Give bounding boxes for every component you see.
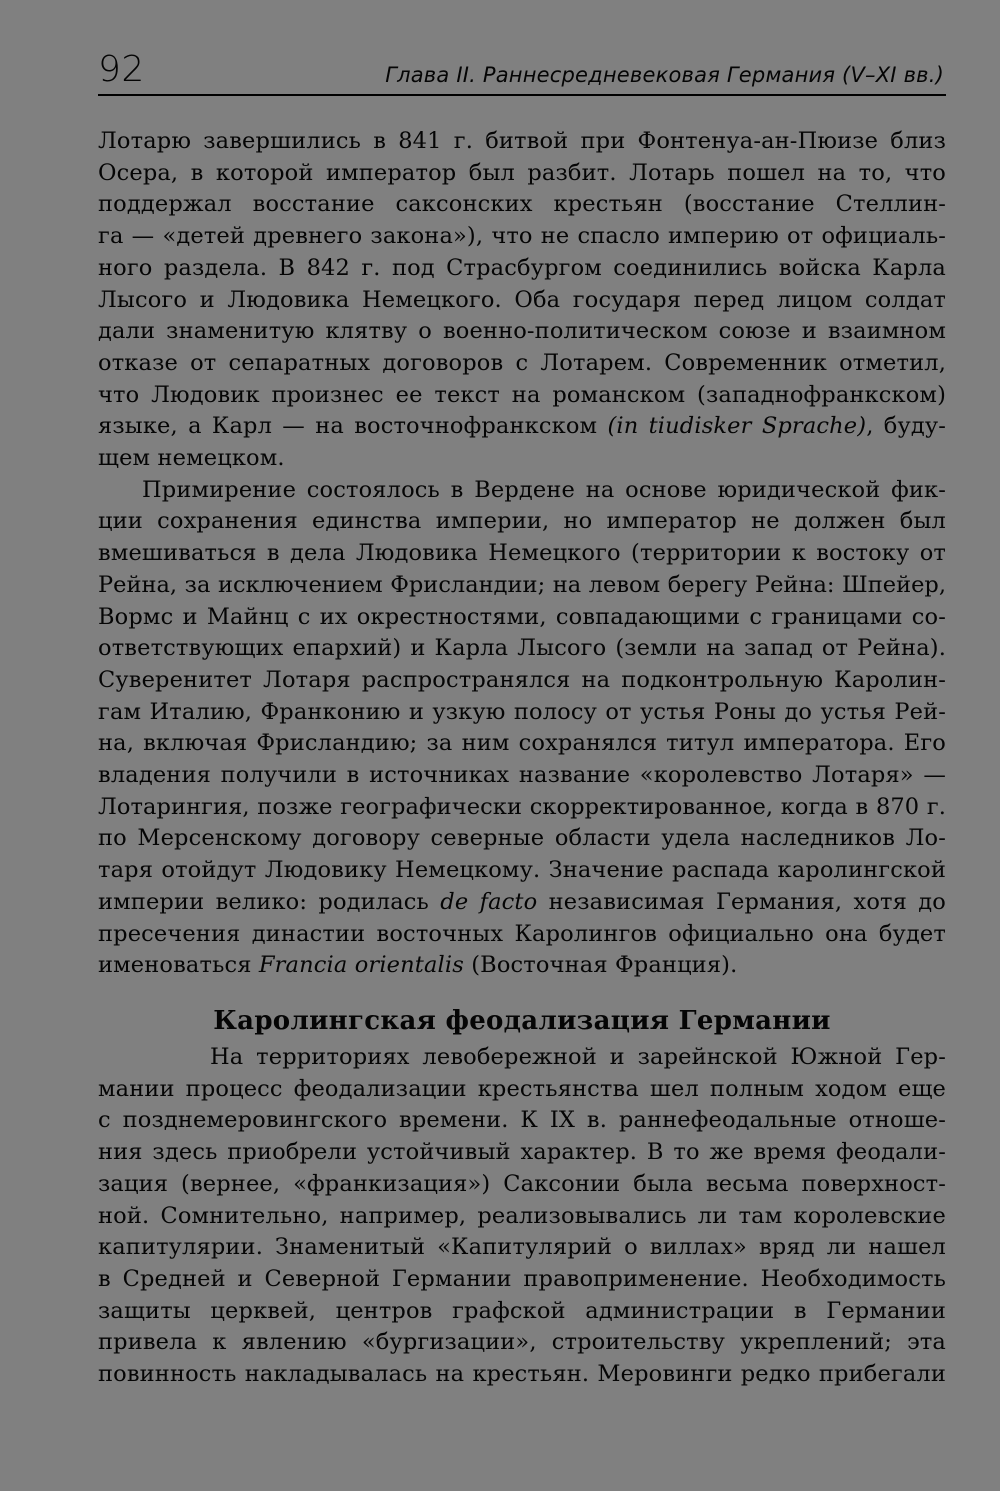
running-header <box>98 48 946 96</box>
text-line: привела к явлению «бургизации», строительству укреплений; эта <box>98 1329 946 1356</box>
text-line: отказе от сепаратных договоров с Лотарем. Современник отметил, <box>98 349 946 376</box>
text-line: капитулярии. Знаменитый «Капитулярий о виллах» вряд ли нашел <box>98 1234 946 1261</box>
text-line: в Средней и Северной Германии правоприменение. Необходимость <box>98 1265 946 1292</box>
text-fragment: независимая Германия, хотя до <box>537 888 946 915</box>
text-line: Лысого и Людовика Немецкого. Оба государя перед лицом солдат <box>98 286 946 313</box>
section-heading: Каролингская феодализация Германии <box>213 1006 831 1036</box>
text-line: владения получили в источниках название «королевство Лотаря» — <box>98 762 946 789</box>
text-line: гам Италию, Франконию и узкую полосу от устья Роны до устья Рей- <box>98 698 946 725</box>
text-line: ной. Сомнительно, например, реализовывались ли там королевские <box>98 1202 946 1229</box>
text-fragment: языке, а Карл — на восточнофранкском <box>98 413 608 440</box>
text-fragment: империи велико: родилась <box>98 888 441 915</box>
text-line: Вормс и Майнц с их окрестностями, совпадающими с границами со- <box>98 603 946 630</box>
text-fragment: (Восточная Франция). <box>463 952 738 979</box>
text-line: Суверенитет Лотаря распространялся на подконтрольную Каролин- <box>98 666 946 693</box>
text-line: пресечения династии восточных Каролингов официально она будет <box>98 920 946 947</box>
text-line: зация (вернее, «франкизация») Саксонии была весьма поверхност- <box>98 1170 946 1197</box>
main-text-block <box>98 126 946 982</box>
text-fragment: именоваться <box>98 952 259 979</box>
text-line: ного раздела. В 842 г. под Страсбургом соединились войска Карла <box>98 254 946 281</box>
text-line: вмешиваться в дела Людовика Немецкого (территории к востоку от <box>98 540 946 567</box>
text-line: что Людовик произнес ее текст на романском (западнофранкском) <box>98 381 946 408</box>
text-fragment: , буду- <box>866 413 947 440</box>
text-line: дали знаменитую клятву о военно-политическом союзе и взаимном <box>98 318 946 345</box>
paragraph-3 <box>98 1042 946 1391</box>
text-line: Лотарю завершились в 841 г. битвой при Фонтенуа-ан-Пюизе близ <box>98 128 946 154</box>
text-line <box>98 950 946 982</box>
text-line: с позднемеровингского времени. К IX в. раннефеодальные отноше- <box>98 1107 946 1134</box>
text-line: мании процесс феодализации крестьянства шел полным ходом еще <box>98 1075 946 1102</box>
text-line: га — «детей древнего закона»), что не спасло империю от официаль- <box>98 223 946 250</box>
paragraph-1 <box>98 126 946 475</box>
italic-phrase: de facto <box>440 888 538 915</box>
italic-phrase: (in tiudisker Sprache) <box>607 413 867 440</box>
italic-phrase: Francia orientalis <box>258 952 464 979</box>
chapter-title: Глава II. Раннесредневековая Германия (V–XI вв.) <box>385 63 944 87</box>
text-line: защиты церквей, центров графской администрации в Германии <box>98 1297 946 1324</box>
text-line <box>98 887 946 919</box>
text-line <box>98 411 946 443</box>
paragraph-2 <box>98 475 946 982</box>
text-line: ции сохранения единства империи, но император не должен был <box>98 508 946 535</box>
text-line: ответствующих епархий) и Карла Лысого (земли на запад от Рейна). <box>98 635 946 662</box>
text-line: таря отойдут Людовику Немецкому. Значение распада каролингской <box>98 857 946 884</box>
text-line: щем немецком. <box>98 445 285 472</box>
text-line: повинность накладывалась на крестьян. Меровинги редко прибегали <box>98 1361 946 1388</box>
text-line: по Мерсенскому договору северные области удела наследников Ло- <box>98 825 946 852</box>
text-line: Осера, в которой император был разбит. Лотарь пошел на то, что <box>98 159 946 186</box>
text-line: Примирение состоялось в Вердене на основе юридической фик- <box>142 476 946 503</box>
text-line: поддержал восстание саксонских крестьян (восстание Стеллин- <box>98 191 946 218</box>
text-line: На территориях левобережной и зарейнской Южной Гер- <box>210 1044 946 1070</box>
text-line: Рейна, за исключением Фрисландии; на левом берегу Рейна: Шпейер, <box>98 571 946 598</box>
text-line: ния здесь приобрели устойчивый характер. В то же время феодали- <box>98 1139 946 1166</box>
text-line: Лотарингия, позже географически скорректированное, когда в 870 г. <box>98 793 946 820</box>
text-line: на, включая Фрисландию; за ним сохранялся титул императора. Его <box>98 730 946 757</box>
page-number: 92 <box>98 49 145 90</box>
